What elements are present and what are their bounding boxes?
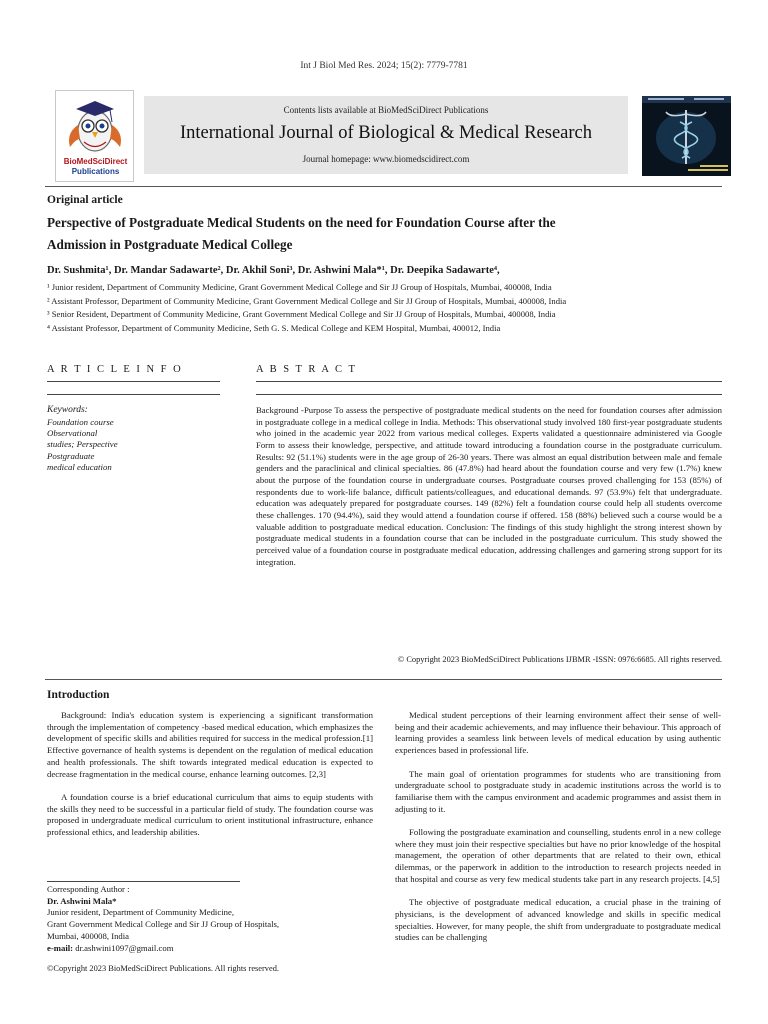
email-label: e-mail:: [47, 942, 74, 953]
affiliation-4: ⁴ Assistant Professor, Department of Community Medicine, Seth G. S. Medical College and KEM Hospital, Mumbai, 400012, India: [47, 322, 501, 333]
publisher-logo: [55, 90, 134, 182]
contents-line: Contents lists available at BioMedSciDirect Publications: [283, 105, 489, 115]
journal-banner: [144, 96, 628, 174]
journal-header: [55, 90, 731, 182]
caduceus-cover-icon: [642, 96, 731, 176]
owl-logo-icon: [62, 95, 128, 157]
article-info-heading: A R T I C L E I N F O: [47, 364, 183, 375]
paragraph: Following the postgraduate examination and counselling, students enrol in a new college where they must join their respective specialties but have no prior knowledge of the hospital management, the operation of other departments that are related to their own, ethical dilemmas, or the paperwork in addition to the introduction to research projects needed in that hospital and course as very few medical students take part in any research projects. [4,5]: [395, 827, 721, 884]
corresponding-email-row: [47, 943, 367, 955]
affiliation-1: ¹ Junior resident, Department of Community Medicine, Grant Government Medical College and Sir JJ Group of Hospitals, Mumbai, 400008, India: [47, 282, 552, 292]
publisher-logo-line1: BioMedSciDirect: [63, 157, 128, 166]
corresponding-name: Dr. Ashwini Mala*: [47, 895, 117, 906]
header-divider: [45, 186, 722, 187]
corresponding-line: Grant Government Medical College and Sir JJ Group of Hospitals,: [47, 919, 280, 930]
abstract-text: Background -Purpose To assess the perspective of postgraduate medical students on the need for foundation courses after admission in postgraduate college in a medical college in India. Methods: This observational study involved 180 first-year postgraduate students who joined in the academic year 2022 from various medical colleges. Experts validated a questionnaire administered via Google Form to assess their knowledge, perspective, and attitude toward introducing a foundation course in the postgraduate curriculum. Results: 92 (51.1%) students were in the age group of 26-30 years. There was almost an equal distribution between male and female genders and the paraclinical and clinical specialties. 86 (47.8%) had heard about the foundation course and very few (1.7%) knew about the purpose of the foundation course in undergraduate courses. Postgraduate courses proved challenging for 153 (85%) of respondents due to work-life balance, difficult patients/colleagues, and educational demands. 97 (53.9%) felt that undergraduate. education was adequately prepared for postgraduate courses. 149 (82%) felt a foundation course could help all students overcome these challenges. 170 (94.4%), said they would attend a foundation course if offered. 158 (88%) believed such a course would be a valuable addition to postgraduate medical education. Conclusion: The findings of this study highlight the strong interest shown by postgraduate medical students in a foundation course that can be included in the postgraduate curriculum. This study showed the perceived value of a foundation course in postgraduate medical education, addressing challenges and garnering strong support for its integration.: [256, 405, 722, 567]
paragraph: Background: India's education system is experiencing a significant transformation through the implementation of competency -based medical education, which emphasizes the development of specific skills and abilities required for success in the medical profession.[1] Effective governance of health systems is dependent on the regulation of medical education and health professionals. The shift towards integrated medical education is expected to decrease fragmentation in the medical course, enhance learning outcomes. [2,3]: [47, 710, 373, 779]
copyright-divider: [45, 679, 722, 680]
affiliation-3: ³ Senior Resident, Department of Community Medicine, Grant Government Medical College and Sir JJ Group of Hospitals, Mumbai, 400008, India: [47, 309, 556, 319]
journal-homepage[interactable]: Journal homepage: www.biomedscidirect.com: [302, 154, 470, 164]
author-list: Dr. Sushmita¹, Dr. Mandar Sadawarte², Dr. Akhil Soni³, Dr. Ashwini Mala*¹, Dr. Deepika Sadawarte⁴,: [47, 265, 500, 276]
right-column: [395, 710, 721, 956]
left-column: [47, 710, 373, 850]
journal-title: International Journal of Biological & Medical Research: [179, 123, 592, 143]
abstract-heading: A B S T R A C T: [256, 364, 357, 375]
paragraph: The objective of postgraduate medical education, a crucial phase in the training of physicians, is the development of advanced knowledge and skills in specific medical specialties. However, for many people, the shift from undergraduate to postgraduate medical studies can be challenging: [395, 897, 721, 943]
paragraph: Medical student perceptions of their learning environment affect their sense of well-being and their academic achievements, and may influence their behaviour. This approach of learning provides a seamless link between levels of medical education by using authentic experiences based in professional life.: [395, 710, 721, 756]
corresponding-label: Corresponding Author :: [47, 884, 130, 894]
introduction-heading: Introduction: [47, 689, 110, 701]
copyright-notice: © Copyright 2023 BioMedSciDirect Publications IJBMR -ISSN: 0976:6685. All rights reserved.: [397, 655, 722, 664]
keyword-item: Postgraduate: [47, 450, 95, 461]
keyword-item: medical education: [47, 461, 112, 472]
keyword-item: Observational: [47, 428, 98, 439]
article-type: Original article: [47, 194, 123, 206]
corresponding-rule: [47, 881, 240, 882]
journal-cover-image: [642, 96, 731, 176]
affiliation-2: ² Assistant Professor, Department of Community Medicine, Grant Government Medical College and Sir JJ Group of Hospitals, Mumbai, 400008, India: [47, 295, 567, 306]
article-title-line2: Admission in Postgraduate Medical College: [47, 237, 293, 252]
paragraph: The main goal of orientation programmes for students who are transitioning from undergraduate school to postgraduate study in academic institutions across the world is to familiarise them with the campus environment and academic programmes and assist them in adjusting to it.: [395, 768, 721, 814]
keyword-item: Foundation course: [47, 417, 114, 427]
footer-copyright: ©Copyright 2023 BioMedSciDirect Publications. All rights reserved.: [47, 964, 279, 973]
keywords-label: Keywords:: [47, 405, 88, 415]
paragraph: A foundation course is a brief educational curriculum that aims to equip students with the skills they need to be successful in a particular field of study. The foundation course was proposed in undergraduate medical curriculum to orient institutional infrastructure, enhance professional ethics, and leadership abilities.: [47, 791, 373, 838]
article-info-rule-top: [47, 381, 220, 382]
email-link[interactable]: dr.ashwini1097@gmail.com: [73, 942, 174, 953]
article-info-rule-bottom: [47, 394, 220, 395]
corresponding-line: Junior resident, Department of Community Medicine,: [47, 907, 234, 918]
article-title: [47, 212, 707, 256]
corresponding-author-block: [47, 884, 367, 954]
keyword-item: studies; Perspective: [47, 439, 118, 450]
abstract-rule-bottom: [256, 394, 722, 395]
article-title-line1: Perspective of Postgraduate Medical Students on the need for Foundation Course after the: [47, 215, 556, 230]
corresponding-line: Mumbai, 400008, India: [47, 930, 130, 941]
citation-line: Int J Biol Med Res. 2024; 15(2): 7779-7781: [300, 61, 468, 71]
abstract-rule-top: [256, 381, 722, 382]
publisher-logo-line2: Publications: [71, 167, 120, 176]
